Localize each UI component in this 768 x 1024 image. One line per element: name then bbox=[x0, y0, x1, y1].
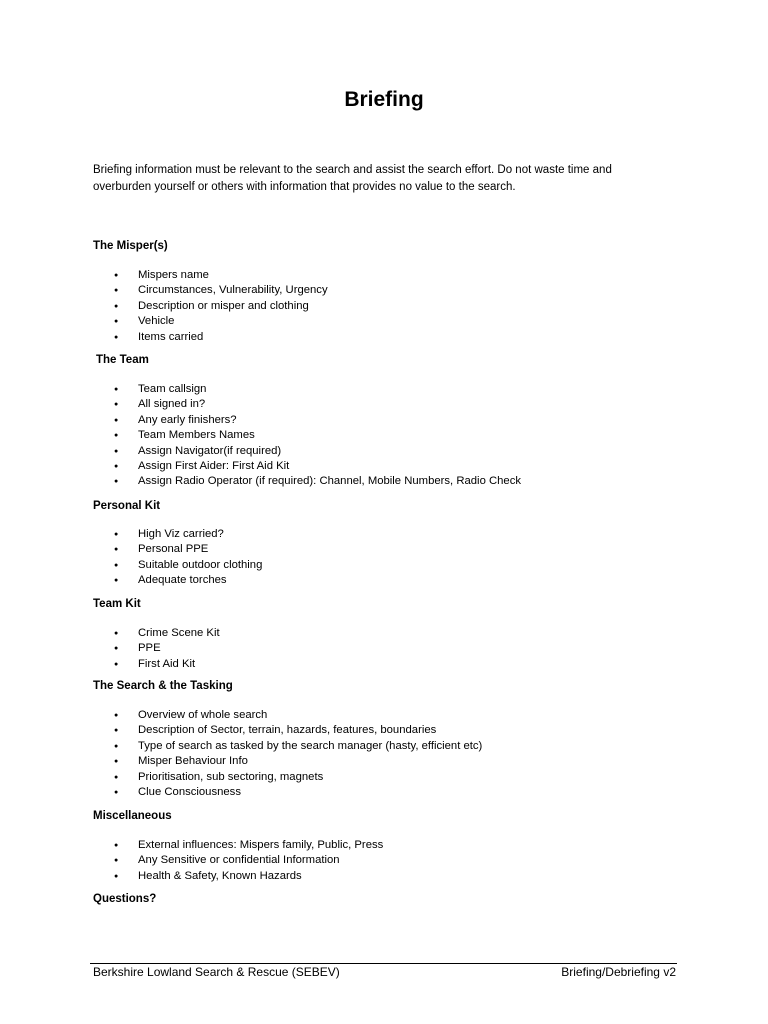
list-item: ● Type of search as tasked by the search manager (hasty, efficient etc) bbox=[93, 739, 693, 754]
section-heading: The Team bbox=[96, 354, 149, 366]
footer-organisation: Berkshire Lowland Search & Rescue (SEBEV) bbox=[93, 965, 340, 979]
list-item: ● Personal PPE bbox=[93, 542, 693, 557]
section-heading: Personal Kit bbox=[93, 500, 161, 512]
list-item: ● Team callsign bbox=[93, 382, 696, 397]
intro-paragraph: Briefing information must be relevant to the search and assist the search effort. Do not waste time and overburden yourself or others with information that provides no value to the search. bbox=[93, 164, 612, 193]
list-item: ● Assign Navigator(if required) bbox=[93, 444, 696, 459]
bullet-list bbox=[93, 626, 693, 672]
list-item: ● Misper Behaviour Info bbox=[93, 754, 693, 769]
bullet-list bbox=[93, 268, 693, 345]
list-item: ● Vehicle bbox=[93, 314, 693, 329]
list-item: ● High Viz carried? bbox=[93, 527, 693, 542]
bullet-list bbox=[93, 527, 693, 589]
bullet-list bbox=[93, 838, 693, 884]
list-item: ● Circumstances, Vulnerability, Urgency bbox=[93, 283, 693, 298]
section-personal-kit bbox=[93, 498, 693, 589]
section-heading: Miscellaneous bbox=[93, 810, 172, 822]
bullet-list bbox=[93, 708, 693, 800]
list-item: ● Any Sensitive or confidential Information bbox=[93, 853, 693, 868]
list-item: ● Health & Safety, Known Hazards bbox=[93, 869, 693, 884]
section-questions bbox=[93, 891, 693, 907]
section-heading: Questions? bbox=[93, 893, 157, 905]
list-item: ● Assign First Aider: First Aid Kit bbox=[93, 459, 696, 474]
list-item: ● Overview of whole search bbox=[93, 708, 693, 723]
section-heading: The Misper(s) bbox=[93, 240, 168, 252]
list-item: ● Description or misper and clothing bbox=[93, 299, 693, 314]
section-heading: Team Kit bbox=[93, 598, 141, 610]
list-item: ● Prioritisation, sub sectoring, magnets bbox=[93, 770, 693, 785]
list-item: ● External influences: Mispers family, Public, Press bbox=[93, 838, 693, 853]
list-item: ● Crime Scene Kit bbox=[93, 626, 693, 641]
bullet-list bbox=[93, 382, 696, 490]
list-item: ● Assign Radio Operator (if required): Channel, Mobile Numbers, Radio Check bbox=[93, 474, 696, 489]
section-heading: The Search & the Tasking bbox=[93, 680, 233, 692]
list-item: ● Any early finishers? bbox=[93, 413, 696, 428]
section-team bbox=[96, 352, 696, 490]
list-item: ● PPE bbox=[93, 641, 693, 656]
list-item: ● Clue Consciousness bbox=[93, 785, 693, 800]
section-search-tasking bbox=[93, 678, 693, 800]
list-item: ● Adequate torches bbox=[93, 573, 693, 588]
section-miscellaneous bbox=[93, 808, 693, 884]
section-team-kit bbox=[93, 596, 693, 672]
footer-divider bbox=[90, 963, 677, 964]
list-item: ● First Aid Kit bbox=[93, 657, 693, 672]
list-item: ● Mispers name bbox=[93, 268, 693, 283]
list-item: ● Suitable outdoor clothing bbox=[93, 558, 693, 573]
section-misper bbox=[93, 238, 693, 345]
list-item: ● All signed in? bbox=[93, 397, 696, 412]
list-item: ● Items carried bbox=[93, 330, 693, 345]
list-item: ● Team Members Names bbox=[93, 428, 696, 443]
footer-document-version: Briefing/Debriefing v2 bbox=[561, 965, 676, 979]
list-item: ● Description of Sector, terrain, hazards, features, boundaries bbox=[93, 723, 693, 738]
page-title: Briefing bbox=[344, 88, 424, 111]
